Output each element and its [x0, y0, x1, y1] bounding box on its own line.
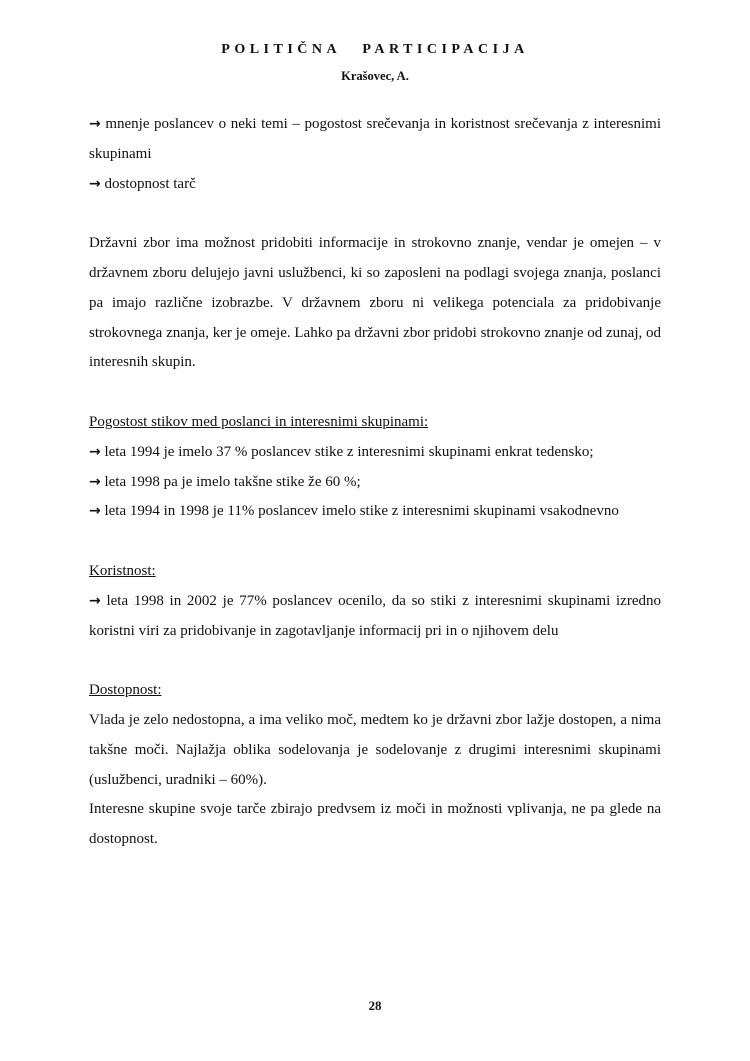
- arrow-right-icon: →: [89, 175, 101, 192]
- paragraph-dostopnost-1: Vlada je zelo nedostopna, a ima veliko moč, medtem ko je državni zbor lažje dostopen, a nima takšne moči. Najlažja oblika sodelovanja je sodelovanje z drugimi interesnimi skupinami (uslužbenci, uradniki – 60%).: [89, 711, 661, 788]
- list-item-text: leta 1994 in 1998 je 11% poslancev imelo stike z interesnimi skupinami vsakodnevno: [104, 503, 619, 520]
- list-item: [89, 170, 661, 200]
- list-item-text: leta 1998 pa je imelo takšne stike že 60 %;: [104, 473, 361, 490]
- arrow-right-icon: →: [89, 503, 101, 520]
- spacer: [89, 199, 661, 229]
- section-heading-koristnost: Koristnost:: [89, 562, 156, 579]
- arrow-right-icon: →: [89, 592, 101, 609]
- list-item: [89, 587, 661, 647]
- section-heading-dostopnost: Dostopnost:: [89, 682, 162, 699]
- paragraph-dostopnost-2: Interesne skupine svoje tarče zbirajo predvsem iz moči in možnosti vplivanja, ne pa glede na dostopnost.: [89, 801, 661, 848]
- spacer: [89, 378, 661, 408]
- list-item-text: leta 1998 in 2002 je 77% poslancev ocenilo, da so stiki z interesnimi skupinami izredno koristni viri za pridobivanje in zagotavljanje informacij pri in o njihovem delu: [89, 592, 661, 639]
- paragraph-drzavni-zbor: Državni zbor ima možnost pridobiti informacije in strokovno znanje, vendar je omejen – v državnem zboru delujejo javni uslužbenci, ki so zaposleni na podlagi svojega znanja, poslanci pa imajo različne izobrazbe. V državnem zboru ni velikega potenciala za pridobivanje strokovnega znanja, ker je omeje. Lahko pa državni zbor pridobi strokovno znanje od zunaj, od interesnih skupin.: [89, 235, 661, 371]
- arrow-right-icon: →: [89, 473, 101, 490]
- document-body: [89, 110, 661, 855]
- header-author: Krašovec, A.: [341, 69, 409, 83]
- list-item: [89, 468, 661, 498]
- header-title: POLITIČNA PARTICIPACIJA: [221, 42, 529, 57]
- spacer: [89, 646, 661, 676]
- list-item: [89, 497, 661, 527]
- list-item-text: leta 1994 je imelo 37 % poslancev stike z interesnimi skupinami enkrat tedensko;: [104, 443, 594, 460]
- page-number: 28: [368, 998, 382, 1013]
- arrow-right-icon: →: [89, 443, 101, 460]
- list-item-text: mnenje poslancev o neki temi – pogostost srečevanja in koristnost srečevanja z interesnimi skupinami: [89, 116, 662, 162]
- list-item-text: dostopnost tarč: [104, 175, 196, 192]
- list-item: [89, 110, 661, 170]
- spacer: [89, 527, 661, 557]
- arrow-right-icon: →: [89, 116, 101, 132]
- list-item: [89, 438, 661, 468]
- section-heading-pogostost: Pogostost stikov med poslanci in interesnimi skupinami:: [89, 413, 429, 430]
